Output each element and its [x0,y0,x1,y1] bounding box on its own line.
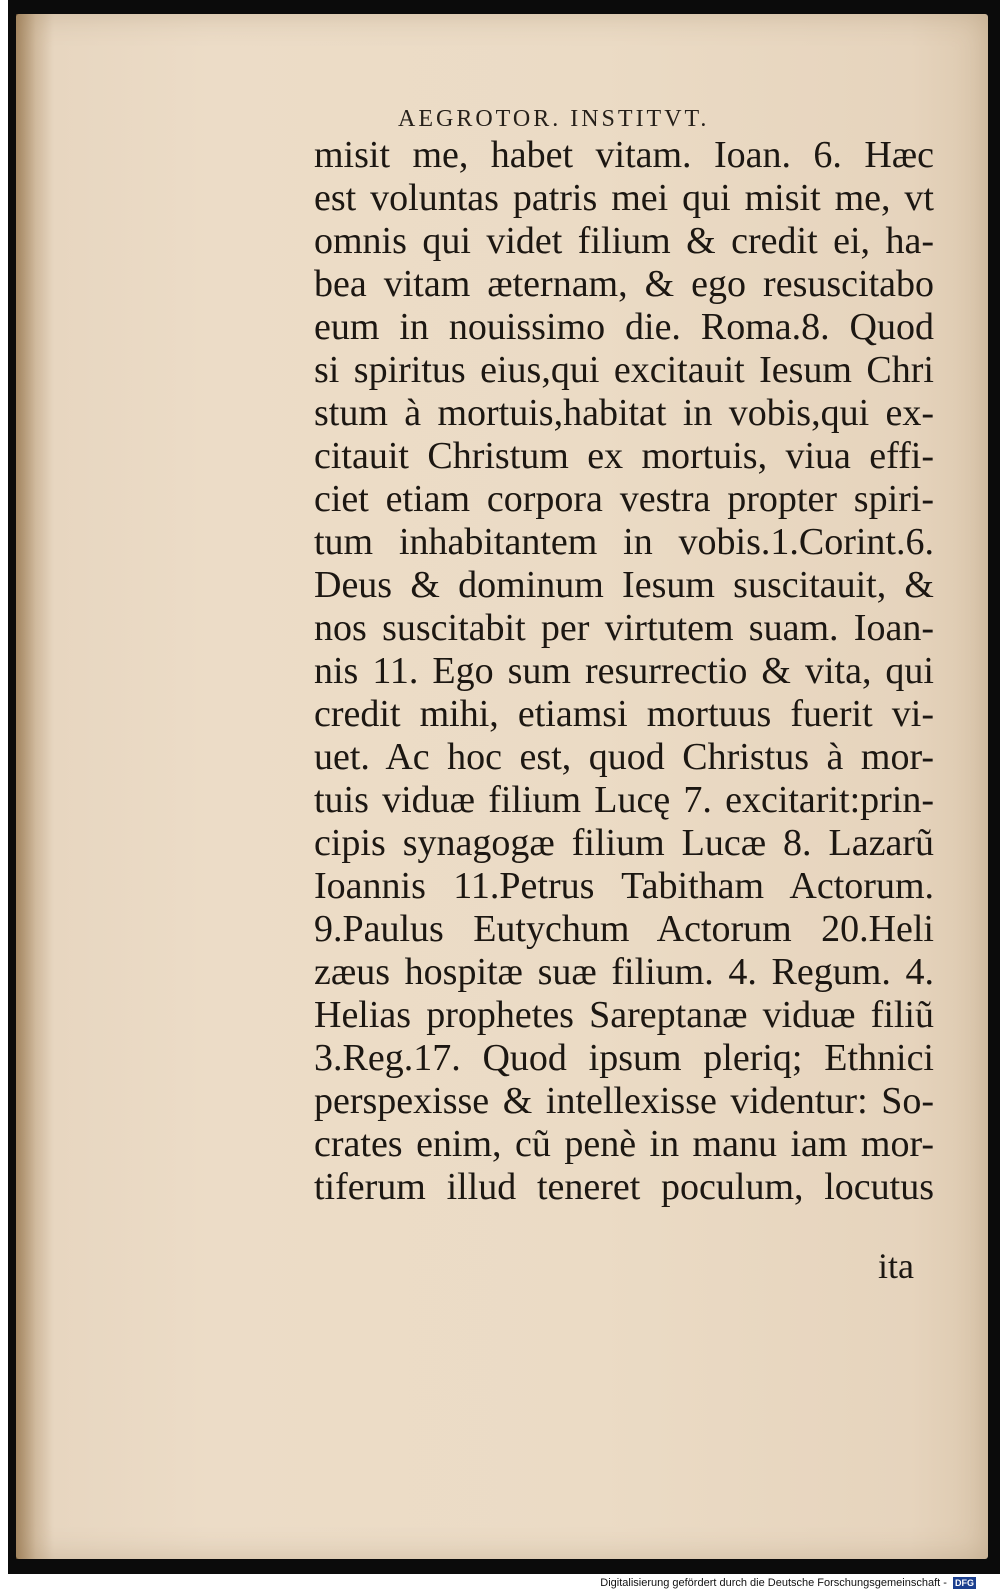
text-line: perspexisse & intellexisse videntur: So- [314,1080,934,1122]
text-line: tiferum illud teneret poculum, locutus [314,1166,934,1208]
footer-credit [600,1574,976,1592]
text-line: credit mihi, etiamsi mortuus fuerit vi- [314,693,934,735]
text-line: 3.Reg.17. Quod ipsum pleriq; Ethnici [314,1037,934,1079]
running-head: AEGROTOR. INSTITVT. [398,106,710,132]
text-line: est voluntas patris mei qui misit me, vt [314,177,934,219]
body-text [314,134,934,1209]
text-line: cipis synagogæ filium Lucæ 8. Lazarũ [314,822,934,864]
text-line: Helias prophetes Sareptanæ viduæ filiũ [314,994,934,1036]
page-binding-edge [16,14,52,1559]
text-line: si spiritus eius,qui excitauit Iesum Chri [314,349,934,391]
text-line: tum inhabitantem in vobis.1.Corint.6. [314,521,934,563]
text-line: Ioannis 11.Petrus Tabitham Actorum. [314,865,934,907]
text-line: nos suscitabit per virtutem suam. Ioan- [314,607,934,649]
text-line: bea vitam æternam, & ego resuscitabo [314,263,934,305]
catchword: ita [878,1246,914,1286]
text-line: zæus hospitæ suæ filium. 4. Regum. 4. [314,951,934,993]
text-line: Deus & dominum Iesum suscitauit, & [314,564,934,606]
text-line: omnis qui videt filium & credit ei, ha- [314,220,934,262]
text-line: citauit Christum ex mortuis, viua effi- [314,435,934,477]
text-line: uet. Ac hoc est, quod Christus à mor- [314,736,934,778]
text-line: ciet etiam corpora vestra propter spiri- [314,478,934,520]
dfg-logo-icon: DFG [955,1578,974,1589]
text-line: 9.Paulus Eutychum Actorum 20.Heli [314,908,934,950]
text-line: crates enim, cũ penè in manu iam mor- [314,1123,934,1165]
text-line: misit me, habet vitam. Ioan. 6. Hæc [314,134,934,176]
text-line: stum à mortuis,habitat in vobis,qui ex- [314,392,934,434]
footer-text: Digitalisierung gefördert durch die Deutsche Forschungsgemeinschaft - [600,1577,947,1589]
text-line: nis 11. Ego sum resurrectio & vita, qui [314,650,934,692]
text-line: tuis viduæ filium Lucę 7. excitarit:prin- [314,779,934,821]
text-line: eum in nouissimo die. Roma.8. Quod [314,306,934,348]
